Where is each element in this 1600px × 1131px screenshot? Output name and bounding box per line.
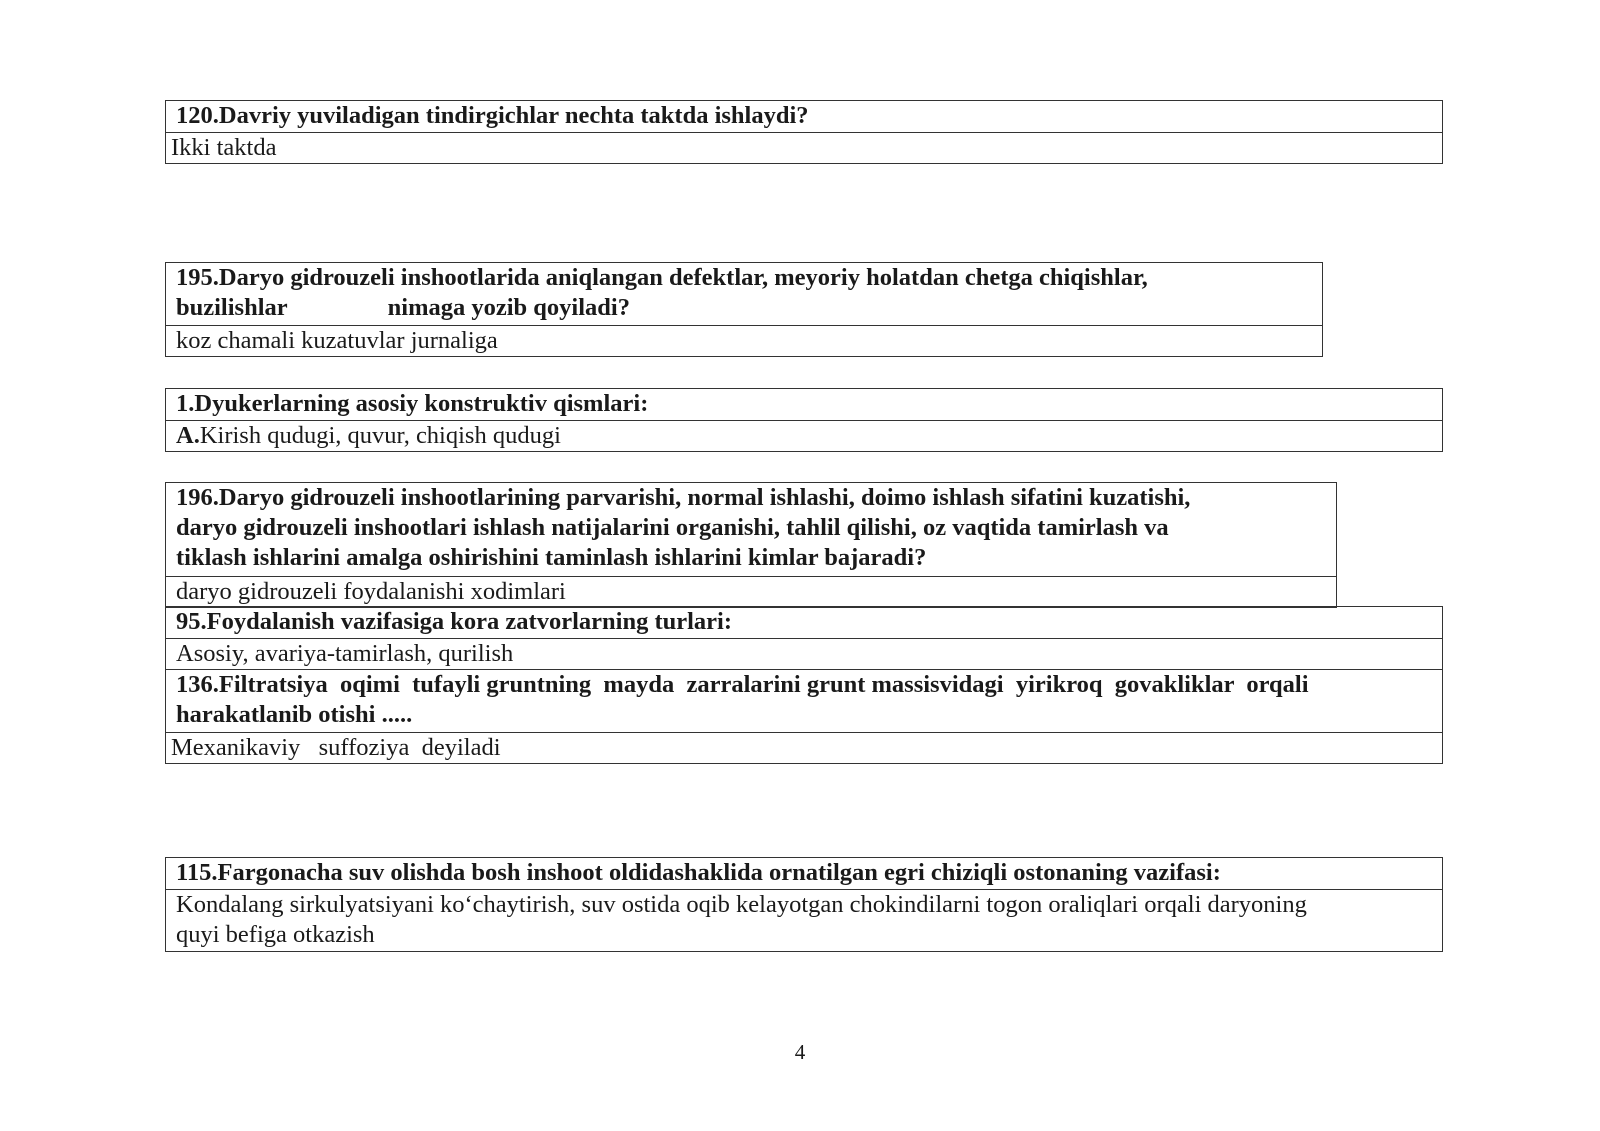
- answer-cell: [166, 326, 1323, 357]
- question-fragment: buzilishlar: [176, 294, 288, 321]
- answer-cell: [166, 890, 1443, 952]
- question-cell: [166, 263, 1323, 326]
- answer-cell: [166, 577, 1337, 608]
- answer-prefix: A.: [176, 422, 200, 449]
- page-number: 4: [794, 1040, 806, 1064]
- question-cell: [166, 389, 1443, 421]
- answer-line: quyi befiga otkazish: [176, 921, 375, 948]
- answer-text: koz chamali kuzatuvlar jurnaliga: [176, 327, 498, 354]
- question-text: 115.Fargonacha suv olishda bosh inshoot oldidashaklida ornatilgan egri chiziqli ostonaning vazifasi:: [176, 859, 1221, 886]
- question-text: 120.Davriy yuviladigan tindirgichlar nechta taktda ishlaydi?: [176, 102, 809, 129]
- question-cell: [166, 483, 1337, 577]
- qa-table-195: [165, 262, 1323, 357]
- answer-line: Kondalang sirkulyatsiyani ko‘chaytirish, suv ostida oqib kelayotgan chokindilarni togon oraliqlari orqali daryoning: [176, 891, 1307, 918]
- question-cell: [166, 607, 1443, 639]
- question-text: 95.Foydalanish vazifasiga kora zatvorlarning turlari:: [176, 608, 732, 635]
- answer-text: Mexanikaviy suffoziya deyiladi: [171, 734, 501, 761]
- question-cell: [166, 858, 1443, 890]
- qa-table-120: [165, 100, 1443, 164]
- question-cell: [166, 101, 1443, 133]
- question-line: daryo gidrouzeli inshootlari ishlash natijalarini organishi, tahlil qilishi, oz vaqtida tamirlash va: [176, 514, 1169, 541]
- question-cell: [166, 670, 1443, 733]
- answer-text: daryo gidrouzeli foydalanishi xodimlari: [176, 578, 566, 605]
- question-line: [176, 293, 1312, 323]
- answer-text: Asosiy, avariya-tamirlash, qurilish: [176, 640, 514, 667]
- qa-table-196: [165, 482, 1337, 608]
- answer-cell: [166, 421, 1443, 452]
- answer-cell: [166, 733, 1443, 764]
- answer-text: Ikki taktda: [171, 134, 277, 161]
- question-line: 196.Daryo gidrouzeli inshootlarining parvarishi, normal ishlashi, doimo ishlash sifatini kuzatishi,: [176, 484, 1191, 511]
- question-fragment: nimaga yozib qoyiladi?: [387, 294, 630, 321]
- qa-table-115: [165, 857, 1443, 952]
- question-text: 1.Dyukerlarning asosiy konstruktiv qismlari:: [176, 390, 649, 417]
- qa-table-95-136: [165, 606, 1443, 764]
- question-line: tiklash ishlarini amalga oshirishini taminlash ishlarini kimlar bajaradi?: [176, 544, 927, 571]
- answer-cell: [166, 639, 1443, 670]
- qa-table-1: [165, 388, 1443, 452]
- answer-text: Kirish qudugi, quvur, chiqish qudugi: [199, 422, 561, 449]
- question-line: harakatlanib otishi .....: [176, 701, 413, 728]
- answer-cell: [166, 133, 1443, 164]
- question-line: 136.Filtratsiya oqimi tufayli gruntning mayda zarralarini grunt massisvidagi yirikroq govakliklar orqali: [176, 671, 1309, 698]
- question-line: 195.Daryo gidrouzeli inshootlarida aniqlangan defektlar, meyoriy holatdan chetga chiqishlar,: [176, 264, 1148, 291]
